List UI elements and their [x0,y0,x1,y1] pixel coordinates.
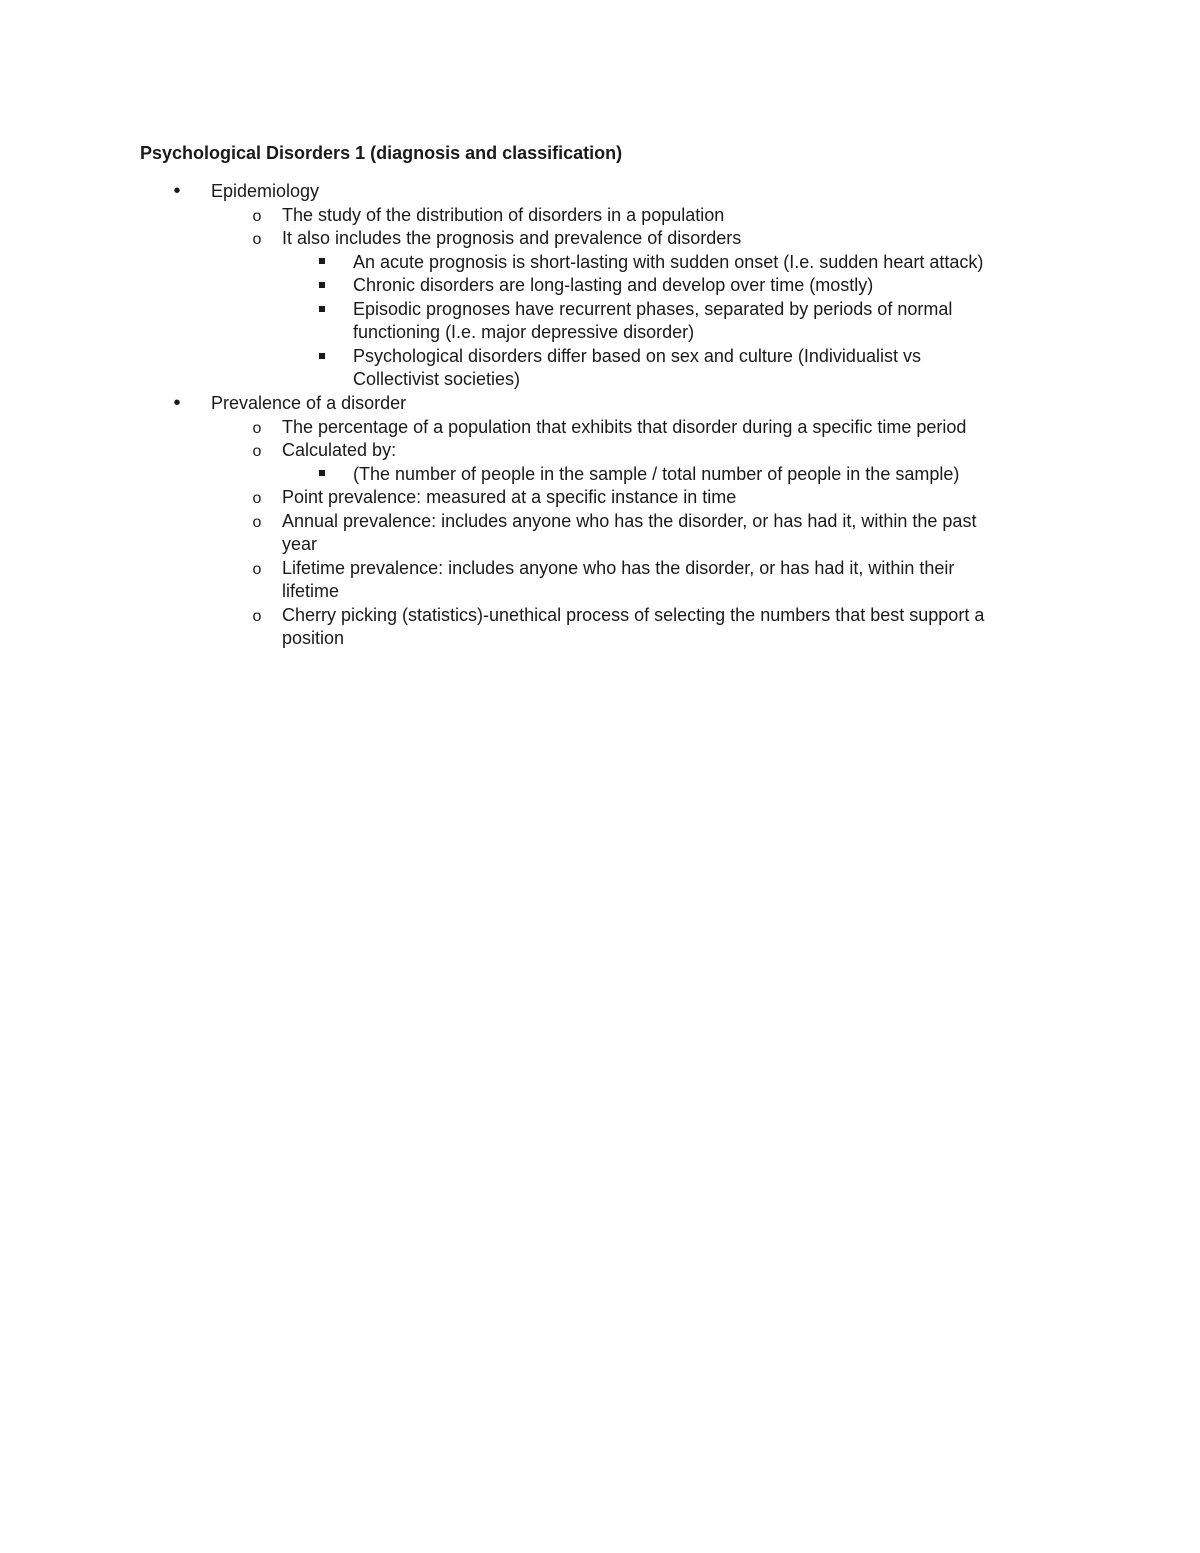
circle-marker-icon [247,510,267,535]
outline-line-level-1: Prevalence of a disorder [211,392,407,413]
bullet-marker-icon [167,392,187,416]
outline-line-level-2: Calculated by: [282,440,397,461]
outline-line-level-1: Epidemiology [211,181,320,201]
outline-line-level-2: It also includes the prognosis and prevalence of disorders [282,228,742,249]
outline-line-level-2: The percentage of a population that exhibits that disorder during a specific time period [282,416,967,437]
circle-marker-icon [247,204,267,229]
square-marker-icon [312,463,332,487]
outline-line-level-3: (The number of people in the sample / total number of people in the sample) [353,463,960,484]
square-marker-icon [312,298,332,322]
outline-line-level-3: Psychological disorders differ based on sex and culture (Individualist vs [353,345,921,366]
circle-marker-icon [247,439,267,464]
outline-line-level-3: Collectivist societies) [353,369,521,390]
square-marker-icon [312,345,332,369]
square-marker-icon [312,274,332,298]
outline-line-level-2: Point prevalence: measured at a specific instance in time [282,487,737,508]
square-marker-icon [312,251,332,275]
circle-marker-icon [247,486,267,511]
document-title: Psychological Disorders 1 (diagnosis and classification) [140,143,623,163]
outline-line-level-2: Lifetime prevalence: includes anyone who has the disorder, or has had it, within their [282,557,955,578]
outline-line-level-2: Cherry picking (statistics)-unethical process of selecting the numbers that best support a [282,604,985,625]
bullet-marker-icon [167,180,187,204]
outline-line-level-2: position [282,628,345,649]
outline-line-level-2: year [282,534,318,555]
outline-line-level-2: Annual prevalence: includes anyone who has the disorder, or has had it, within the past [282,510,977,531]
circle-marker-icon [247,416,267,441]
circle-marker-icon [247,227,267,252]
outline-line-level-2: lifetime [282,581,340,602]
outline-line-level-3: functioning (I.e. major depressive disorder) [353,322,695,343]
outline-line-level-3: An acute prognosis is short-lasting with sudden onset (I.e. sudden heart attack) [353,251,984,272]
outline-line-level-3: Episodic prognoses have recurrent phases, separated by periods of normal [353,298,953,319]
outline-line-level-2: The study of the distribution of disorders in a population [282,204,725,225]
outline-line-level-3: Chronic disorders are long-lasting and develop over time (mostly) [353,275,874,296]
circle-marker-icon [247,604,267,629]
circle-marker-icon [247,557,267,582]
